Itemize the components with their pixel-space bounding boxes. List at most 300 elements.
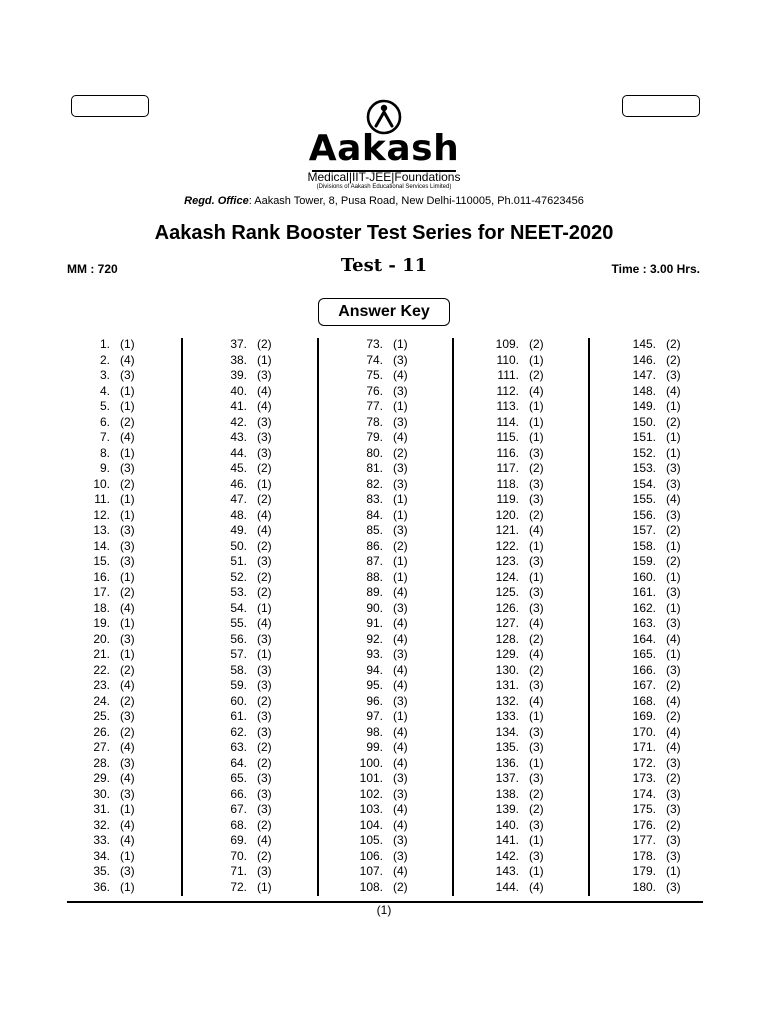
question-number: 86. [366,538,383,553]
answer-option: (3) [120,631,135,646]
question-number: 8. [99,445,110,460]
answer-row [199,585,319,601]
question-number: 148. [632,383,656,398]
answer-row [608,353,728,369]
answer-row [335,725,455,741]
answer-option: (3) [393,383,408,398]
answer-row [62,461,182,477]
answer-option: (2) [257,693,272,708]
question-number: 57. [230,647,247,661]
answer-option: (2) [120,414,135,429]
question-number: 179. [632,864,656,878]
answer-row [471,539,591,555]
question-number: 79. [366,430,383,444]
answer-option: (4) [393,616,408,630]
max-marks: MM : 720 [67,262,118,276]
question-number: 80. [366,445,383,460]
answer-row [62,709,182,725]
answer-option: (1) [120,616,135,630]
answer-option: (3) [257,430,272,444]
answer-option: (1) [120,399,135,413]
question-number: 38. [230,352,247,367]
answer-row [471,725,591,741]
answer-row [199,570,319,586]
answer-row [199,492,319,508]
answer-row [471,570,591,586]
answer-row [335,368,455,384]
question-number: 166. [632,662,656,677]
question-number: 5. [99,399,110,413]
question-number: 121. [495,523,519,537]
question-number: 55. [230,616,247,630]
answer-option: (3) [666,476,681,491]
answer-option: (4) [120,817,135,832]
answer-row [608,787,728,803]
roll-number-box-left [71,95,149,117]
question-number: 65. [230,771,247,785]
question-number: 135. [495,740,519,754]
answer-option: (2) [529,461,544,475]
answer-option: (3) [393,414,408,429]
answer-row [608,678,728,694]
answer-option: (3) [529,724,544,739]
answer-row [608,601,728,617]
answer-row [608,539,728,555]
answer-option: (1) [120,647,135,661]
question-number: 81. [366,461,383,475]
answer-row [62,818,182,834]
question-number: 56. [230,631,247,646]
answer-option: (4) [257,383,272,398]
answer-option: (4) [120,352,135,367]
question-number: 46. [230,476,247,491]
answer-option: (3) [529,771,544,785]
question-number: 78. [366,414,383,429]
question-number: 75. [366,368,383,382]
answer-row [471,508,591,524]
answer-row [608,384,728,400]
answer-row [62,647,182,663]
answer-row [199,461,319,477]
answer-row [335,740,455,756]
answer-option: (3) [666,848,681,863]
answer-option: (3) [666,507,681,522]
question-number: 134. [495,724,519,739]
question-number: 116. [496,445,519,460]
answer-row [471,430,591,446]
question-number: 98. [366,724,383,739]
answer-option: (3) [120,864,135,878]
question-number: 20. [93,631,110,646]
answer-option: (1) [529,352,544,367]
answer-option: (1) [529,709,544,723]
question-number: 111. [497,368,519,382]
question-number: 69. [230,833,247,847]
answer-option: (2) [666,771,681,785]
question-number: 3. [99,368,110,382]
answer-option: (4) [393,802,408,816]
answer-row [471,864,591,880]
question-number: 21. [93,647,110,661]
question-number: 36. [93,879,110,894]
question-number: 67. [230,802,247,816]
answer-option: (4) [393,864,408,878]
answer-option: (3) [393,771,408,785]
answer-row [199,384,319,400]
question-number: 2. [99,352,110,367]
answer-row [471,523,591,539]
answer-option: (1) [529,833,544,847]
answer-option: (2) [529,631,544,646]
question-number: 157. [632,523,656,537]
question-number: 167. [632,678,656,692]
answer-row [62,802,182,818]
answer-row [335,554,455,570]
answer-option: (2) [529,337,544,351]
answer-option: (1) [529,538,544,553]
column-divider [452,338,454,896]
answer-row [199,601,319,617]
question-number: 58. [230,662,247,677]
answer-option: (1) [120,569,135,584]
answer-row [62,616,182,632]
page-title: Aakash Rank Booster Test Series for NEET-2020 [154,222,614,244]
answer-option: (2) [257,337,272,351]
answer-option: (3) [666,616,681,630]
question-number: 161. [632,585,656,599]
answer-row [199,430,319,446]
answer-row [199,663,319,679]
answer-option: (3) [257,771,272,785]
answer-row [608,818,728,834]
answer-row [199,787,319,803]
question-number: 143. [495,864,519,878]
answer-option: (2) [120,693,135,708]
answer-row [608,585,728,601]
answer-option: (1) [393,492,408,506]
question-number: 84. [366,507,383,522]
answer-option: (2) [529,368,544,382]
answer-option: (3) [393,523,408,537]
answer-option: (4) [393,678,408,692]
answer-row [608,694,728,710]
answer-key-heading: Answer Key [318,298,450,326]
answer-option: (2) [257,585,272,599]
answer-option: (2) [529,662,544,677]
answer-option: (3) [393,833,408,847]
answer-row [471,709,591,725]
answer-row [199,849,319,865]
question-number: 132. [495,693,519,708]
question-number: 146. [632,352,656,367]
answer-row [335,678,455,694]
answer-row [62,446,182,462]
question-number: 169. [632,709,656,723]
answer-row [608,368,728,384]
answer-row [608,415,728,431]
answer-row [62,399,182,415]
question-number: 53. [230,585,247,599]
answer-row [199,337,319,353]
answer-row [335,384,455,400]
answer-row [62,771,182,787]
question-number: 10. [93,476,110,491]
question-number: 71. [230,864,247,878]
answer-option: (3) [257,368,272,382]
question-number: 120. [495,507,519,522]
answer-option: (2) [529,786,544,801]
question-number: 152. [632,445,656,460]
question-number: 118. [496,476,519,491]
answer-row [62,694,182,710]
answer-option: (1) [120,507,135,522]
question-number: 128. [495,631,519,646]
answer-option: (4) [666,693,681,708]
question-number: 122. [495,538,519,553]
answer-option: (2) [257,492,272,506]
answer-option: (4) [393,740,408,754]
answer-option: (2) [120,662,135,677]
question-number: 100. [359,755,383,770]
question-number: 168. [632,693,656,708]
answer-row [608,430,728,446]
answer-row [199,446,319,462]
answer-option: (2) [120,724,135,739]
answer-row [335,818,455,834]
page-number: (1) [376,903,392,917]
question-number: 18. [93,600,110,615]
question-number: 140. [495,817,519,832]
answer-option: (3) [529,848,544,863]
answer-option: (1) [666,399,681,413]
answer-row [608,554,728,570]
answer-option: (3) [393,352,408,367]
answer-row [335,864,455,880]
answer-option: (4) [393,368,408,382]
question-number: 93. [366,647,383,661]
answer-option: (4) [257,833,272,847]
answer-row [335,337,455,353]
question-number: 141. [495,833,519,847]
answer-option: (1) [120,383,135,398]
answer-option: (3) [120,755,135,770]
answer-row [62,601,182,617]
answer-row [471,415,591,431]
question-number: 165. [632,647,656,661]
question-number: 175. [632,802,656,816]
question-number: 158. [632,538,656,553]
answer-option: (1) [393,337,408,351]
answer-option: (3) [257,414,272,429]
question-number: 31. [93,802,110,816]
answer-row [62,678,182,694]
answer-row [62,353,182,369]
answer-option: (3) [529,740,544,754]
answer-row [608,632,728,648]
answer-option: (1) [666,569,681,584]
answer-row [199,725,319,741]
answer-row [199,864,319,880]
answer-row [608,725,728,741]
answer-option: (2) [666,678,681,692]
question-number: 145. [632,337,656,351]
question-number: 35. [93,864,110,878]
answer-row [608,477,728,493]
answer-option: (4) [529,647,544,661]
question-number: 172. [632,755,656,770]
question-number: 14. [93,538,110,553]
question-number: 33. [93,833,110,847]
answer-column-5 [608,337,728,895]
answer-row [471,616,591,632]
answer-option: (2) [393,538,408,553]
question-number: 101. [359,771,383,785]
answer-row [471,802,591,818]
answer-row [62,740,182,756]
answer-option: (2) [257,538,272,553]
answer-option: (2) [529,507,544,522]
answer-row [335,601,455,617]
question-number: 133. [495,709,519,723]
answer-row [471,368,591,384]
answer-option: (3) [257,864,272,878]
question-number: 110. [496,352,519,367]
question-number: 63. [230,740,247,754]
question-number: 176. [632,817,656,832]
answer-row [62,787,182,803]
answer-option: (4) [393,585,408,599]
answer-row [335,446,455,462]
question-number: 68. [230,817,247,832]
answer-option: (4) [393,631,408,646]
answer-row [335,430,455,446]
answer-option: (3) [120,538,135,553]
answer-option: (1) [257,476,272,491]
question-number: 61. [230,709,247,723]
question-number: 105. [359,833,383,847]
answer-option: (3) [257,554,272,568]
answer-option: (3) [257,662,272,677]
answer-option: (3) [529,445,544,460]
answer-row [62,833,182,849]
answer-option: (3) [666,802,681,816]
answer-option: (4) [393,430,408,444]
answer-option: (3) [257,709,272,723]
question-number: 24. [93,693,110,708]
answer-row [335,787,455,803]
answer-row [335,399,455,415]
answer-row [608,508,728,524]
answer-row [608,461,728,477]
answer-option: (3) [529,600,544,615]
answer-option: (1) [393,507,408,522]
answer-row [62,337,182,353]
answer-row [199,740,319,756]
question-number: 77. [366,399,383,413]
question-number: 64. [230,755,247,770]
answer-row [471,632,591,648]
test-duration: Time : 3.00 Hrs. [611,262,700,276]
answer-option: (4) [529,616,544,630]
answer-row [62,554,182,570]
question-number: 41. [230,399,247,413]
answer-row [471,601,591,617]
answer-row [199,880,319,896]
question-number: 127. [495,616,519,630]
answer-option: (3) [257,445,272,460]
answer-option: (1) [257,600,272,615]
answer-option: (2) [393,445,408,460]
answer-option: (1) [666,538,681,553]
question-number: 37. [230,337,247,351]
answer-option: (2) [257,848,272,863]
question-number: 44. [230,445,247,460]
answer-option: (4) [529,879,544,894]
answer-option: (3) [393,600,408,615]
question-number: 40. [230,383,247,398]
answer-option: (1) [393,554,408,568]
question-number: 12. [93,507,110,522]
answer-row [335,694,455,710]
question-number: 150. [632,414,656,429]
registered-office [0,194,768,208]
answer-row [62,585,182,601]
answer-option: (1) [666,600,681,615]
question-number: 49. [230,523,247,537]
answer-row [471,585,591,601]
answer-row [62,849,182,865]
answer-row [199,523,319,539]
answer-row [335,802,455,818]
question-number: 173. [632,771,656,785]
question-number: 50. [230,538,247,553]
answer-option: (2) [666,554,681,568]
question-number: 6. [99,414,110,429]
question-number: 151. [632,430,656,444]
question-number: 66. [230,786,247,801]
answer-option: (2) [257,569,272,584]
answer-option: (3) [257,724,272,739]
answer-row [471,818,591,834]
question-number: 25. [93,709,110,723]
answer-option: (3) [529,554,544,568]
question-number: 52. [230,569,247,584]
answer-option: (3) [529,492,544,506]
question-number: 159. [632,554,656,568]
answer-option: (3) [666,755,681,770]
answer-row [471,384,591,400]
answer-row [199,539,319,555]
question-number: 94. [366,662,383,677]
answer-option: (3) [120,368,135,382]
answer-option: (3) [666,786,681,801]
answer-row [608,771,728,787]
question-number: 171. [632,740,656,754]
answer-row [608,570,728,586]
answer-row [471,353,591,369]
answer-row [335,616,455,632]
question-number: 72. [230,879,247,894]
answer-option: (3) [120,523,135,537]
answer-row [199,818,319,834]
logo-wordmark: Aakash [308,128,460,169]
answer-row [335,756,455,772]
question-number: 137. [495,771,519,785]
answer-option: (2) [666,709,681,723]
answer-row [471,740,591,756]
question-number: 115. [496,430,519,444]
question-number: 17. [93,585,110,599]
